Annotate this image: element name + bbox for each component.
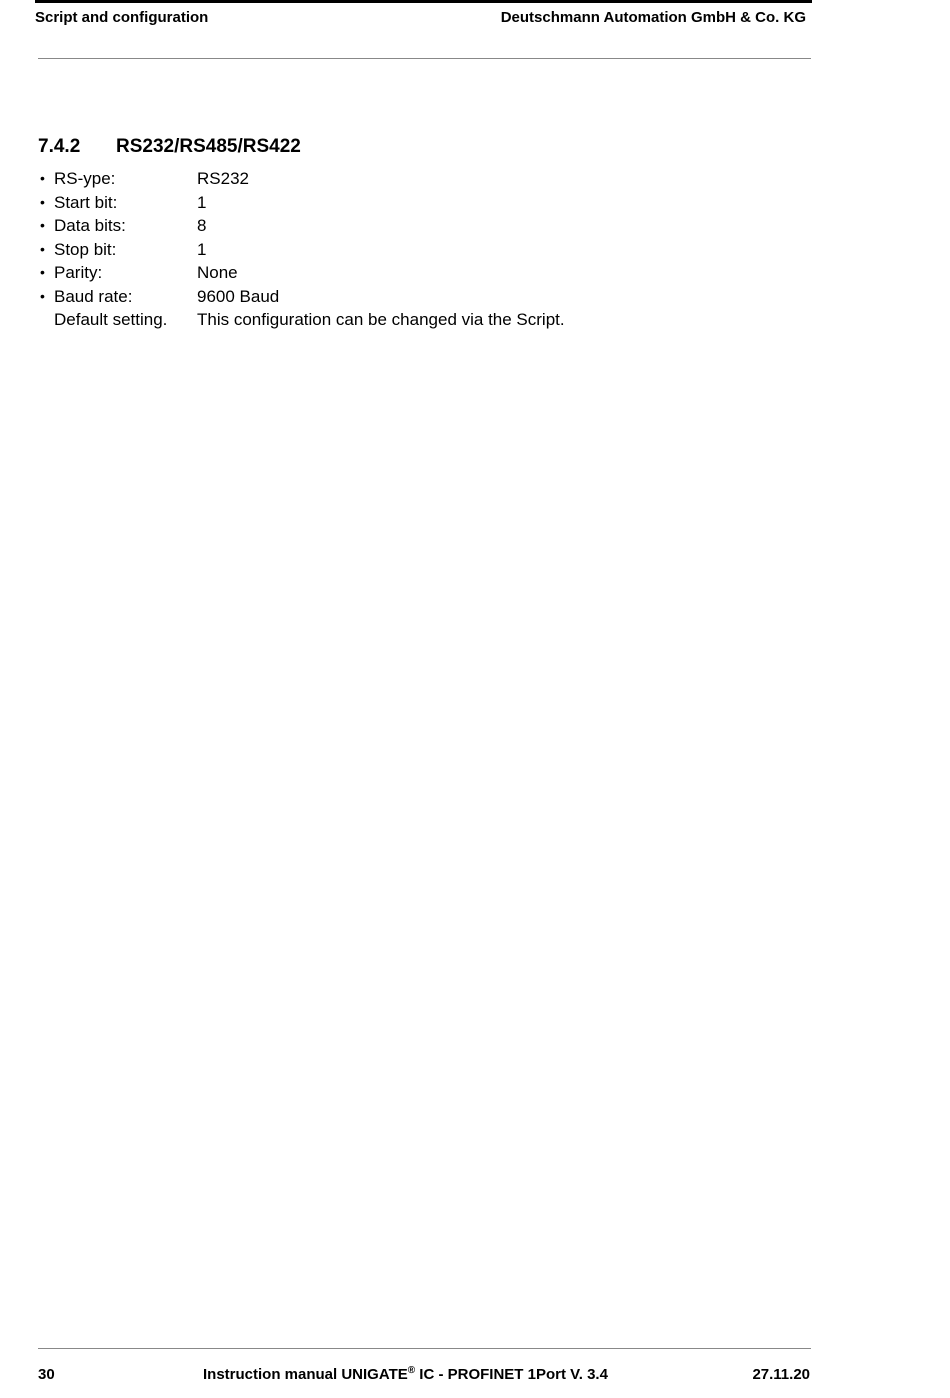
footer-manual-title: [203, 1366, 608, 1383]
spec-label: RS-ype:: [54, 169, 116, 188]
footer-date: 27.11.20: [752, 1366, 810, 1383]
header-divider: [38, 58, 811, 59]
spec-label: Data bits:: [54, 216, 126, 235]
bullet-icon: •: [40, 240, 45, 257]
footer-divider: [38, 1348, 811, 1349]
spec-label: Baud rate:: [54, 286, 133, 306]
spec-value: 1: [197, 192, 207, 212]
spec-label: Stop bit:: [54, 239, 117, 259]
spec-label: Start bit:: [54, 192, 118, 212]
bullet-icon: •: [40, 287, 45, 304]
section-title: RS232/RS485/RS422: [116, 136, 301, 157]
bullet-icon: •: [40, 193, 45, 210]
bullet-icon: •: [40, 217, 45, 233]
spec-value: 8: [197, 216, 207, 235]
header-company-name: Deutschmann Automation GmbH & Co. KG: [500, 9, 806, 26]
spec-value: RS232: [197, 169, 249, 188]
note-label: Default setting.: [54, 310, 168, 329]
spec-value: None: [197, 263, 238, 282]
section-number: 7.4.2: [38, 136, 81, 157]
spec-value: 1: [197, 239, 207, 259]
page-number: 30: [38, 1366, 55, 1383]
bullet-icon: •: [40, 264, 45, 280]
section-heading: [38, 136, 301, 158]
header-chapter-title: Script and configuration: [35, 9, 209, 26]
spec-label: Parity:: [54, 263, 103, 282]
spec-value: 9600 Baud: [197, 286, 280, 306]
bullet-icon: •: [40, 170, 45, 186]
note-text: This configuration can be changed via the Script.: [197, 310, 565, 329]
footer-title-suffix: IC - PROFINET 1Port V. 3.4: [415, 1366, 608, 1383]
header-top-bar: [35, 0, 812, 3]
registered-mark: ®: [407, 1365, 416, 1376]
footer-title-part: Instruction manual UNIGATE: [203, 1366, 408, 1383]
